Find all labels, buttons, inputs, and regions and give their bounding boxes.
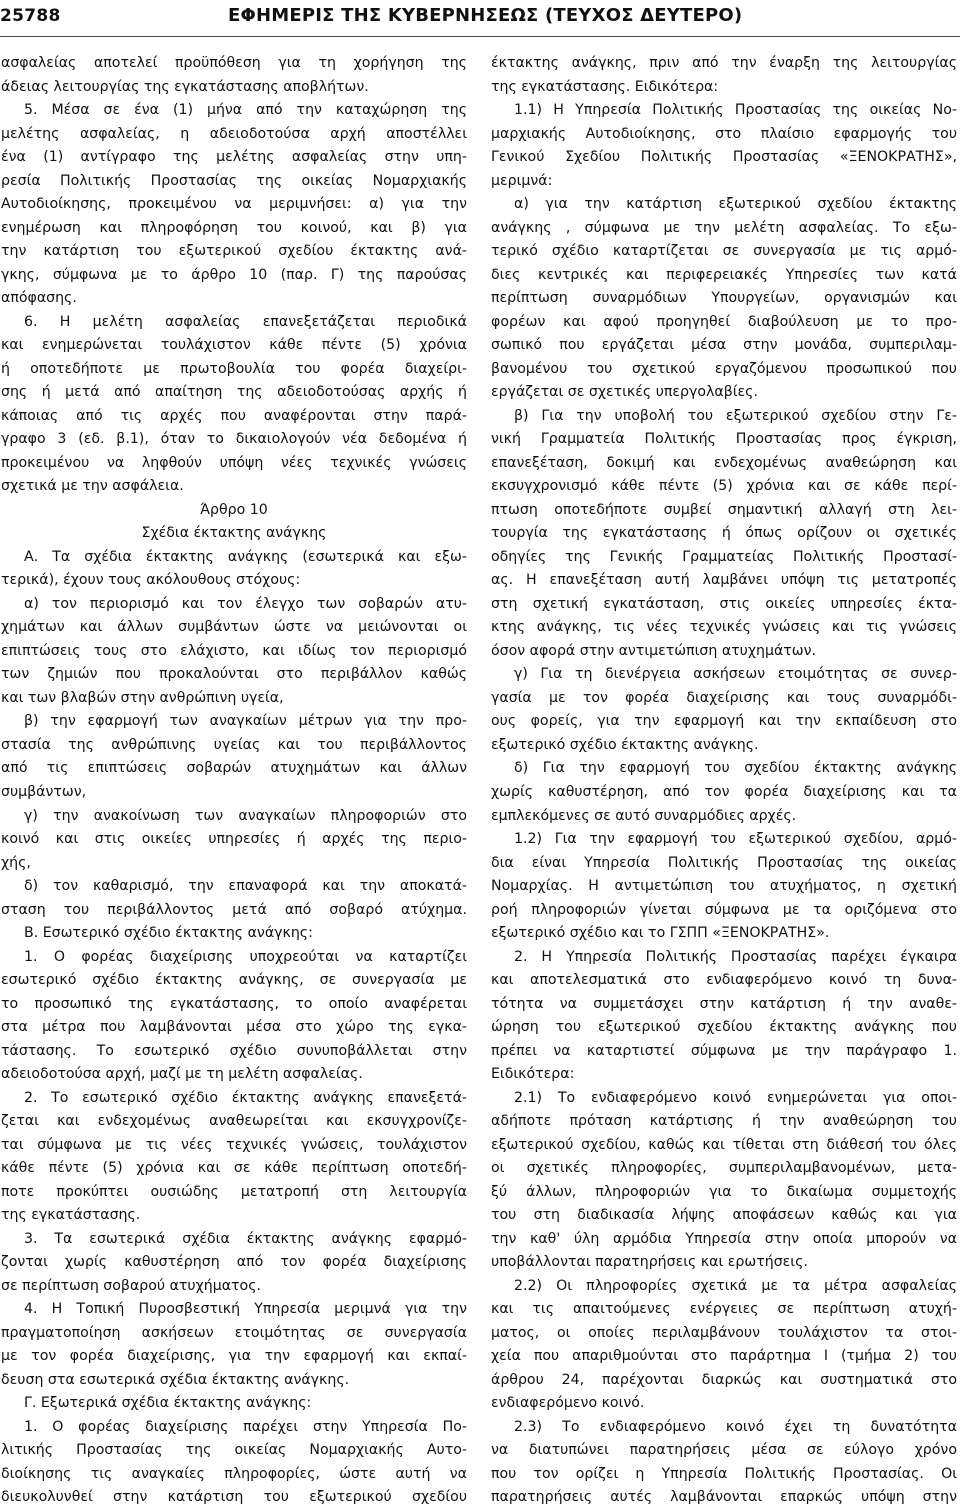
text-line: γραφο 3 (εδ. β.1), όταν το δικαιολογούν νέα δεδομένα ή (1, 431, 467, 448)
text-line: ένα (1) αντίγραφο της μελέτης ασφαλείας στην υπη- (1, 149, 467, 166)
text-line: πρέπει να καταρτιστεί σύμφωνα με την παράγραφο 1. (491, 1042, 957, 1059)
text-line: βανομένου του σχετικού εργαζόμενου προσωπικού που (491, 360, 957, 377)
text-line: 1. Ο φορέας διαχείρισης παρέχει στην Υπηρεσία Πο- (24, 1418, 467, 1435)
text-line: τάστασης. Το εσωτερικό σχέδιο συνυποβάλλεται στην (1, 1042, 467, 1059)
text-line: β) Για την υποβολή του εξωτερικού σχεδίου στην Γε- (514, 407, 957, 424)
text-line: χημάτων και άλλων συμβάντων ώστε να μειώνονται οι (1, 619, 467, 636)
text-line: κάποιας από τις αρχές που αναφέρονται στην παρά- (1, 407, 467, 424)
text-line: ενημέρωση και πληροφόρηση του κοινού, και β) για (1, 219, 467, 236)
text-line: από τις επιπτώσεις σοβαρών ατυχημάτων και άλλων (1, 760, 467, 777)
text-line: γασία με τον φορέα διαχείρισης και τους συναρμόδι- (491, 689, 957, 706)
text-line: Ειδικότερα: (491, 1066, 575, 1083)
text-line: 6. Η μελέτη ασφαλείας επανεξετάζεται περιοδικά (24, 313, 467, 330)
text-line: γ) Για τη διενέργεια ασκήσεων ετοιμότητας σε συνερ- (514, 666, 957, 683)
text-line: διες κεντρικές και περιφερειακές Υπηρεσίες των κατά (491, 266, 957, 283)
text-line: ται σύμφωνα με τις νέες τεχνικές γνώσεις, τουλάχιστον (1, 1136, 467, 1153)
text-line: 2.1) Το ενδιαφερόμενο κοινό ενημερώνεται για οποι- (514, 1089, 957, 1106)
text-line: ζεται και ενδεχομένως αναθεωρείται και εκσυγχρονίζε- (1, 1113, 467, 1130)
text-line: το προσωπικό της εγκατάστασης, το οποίο αναφέρεται (1, 995, 467, 1012)
text-line: νική Γραμματεία Πολιτικής Προστασίας προς έγκριση, (491, 431, 957, 448)
text-line: μεριμνά: (491, 172, 553, 189)
text-line: στασία της ανθρώπινης υγείας και του περιβάλλοντος (1, 736, 467, 753)
text-line: οδηγίες της Γενικής Γραμματείας Πολιτικής Προστασί- (491, 548, 957, 565)
text-line: σωπικό που εργάζεται μέσα στην μονάδα, συμπεριλαμ- (491, 337, 957, 354)
text-line: διευκολυνθεί στην κατάρτιση του εξωτερικού σχεδίου (1, 1489, 467, 1506)
text-line: με τον φορέα διαχείρισης, για την εφαρμογή και εκπαί- (1, 1348, 467, 1365)
text-line: Α. Τα σχέδια έκτακτης ανάγκης (εσωτερικά και εξω- (24, 548, 467, 565)
text-line: εξωτερικό σχέδιο και το ΓΣΠΠ «ΞΕΝΟΚΡΑΤΗΣ». (491, 925, 830, 942)
text-line: συμβάντων, (1, 783, 87, 800)
text-line: 4. Η Τοπική Πυροσβεστική Υπηρεσία μεριμνά για την (24, 1301, 467, 1318)
text-line: ματος, οι οποίες περιλαμβάνουν τουλάχιστον τα στοι- (491, 1324, 957, 1341)
text-line: διοίκησης τις αναγκαίες πληροφορίες, ώστε αυτή να (1, 1465, 467, 1482)
text-line: 2. Το εσωτερικό σχέδιο έκτακτης ανάγκης επανεξετά- (24, 1089, 467, 1106)
page-number: 25788 (0, 6, 61, 26)
text-line: κτης ανάγκης, τις νέες τεχνικές γνώσεις και τις γνώσεις (491, 619, 957, 636)
text-line: του στη διαδικασία λήψης αποφάσεων καθώς και για (491, 1207, 957, 1224)
text-line: εμπλεκόμενες σε αυτό συναρμόδιες αρχές. (491, 807, 797, 824)
text-line: και ενημερώνεται τουλάχιστον κάθε πέντε (5) χρόνια (1, 337, 467, 354)
text-line: Άρθρο 10 (200, 501, 268, 518)
text-line: 5. Μέσα σε ένα (1) μήνα από την καταχώρηση της (24, 102, 467, 119)
text-line: μελέτης ασφαλείας, η αδειοδοτούσα αρχή αποστέλλει (1, 125, 467, 142)
text-line: ποτε προκύπτει ουσιώδης μετατροπή στη λειτουργία (1, 1183, 467, 1200)
text-line: σε περίπτωση σοβαρού ατυχήματος. (1, 1277, 261, 1294)
text-line: πτωση οποτεδήποτε συμβεί σημαντική αλλαγή στη λει- (491, 501, 957, 518)
page-header (0, 0, 960, 37)
text-line: χής, (1, 854, 31, 871)
text-line: της εγκατάστασης. Ειδικότερα: (491, 78, 719, 95)
text-line: ώρηση του εξωτερικού σχεδίου έκτακτης ανάγκης που (491, 1019, 957, 1036)
text-line: ρεσία Πολιτικής Προστασίας της οικείας Νομαρχιακής (1, 172, 467, 189)
text-line: αδήποτε πρόταση κατάρτισης ή την αναθεώρηση του (491, 1113, 957, 1130)
text-line: την καθ' ύλη αρμόδια Υπηρεσία στην οποία μπορούν να (491, 1230, 957, 1247)
text-line: χεία που απαριθμούνται στο παράρτημα Ι (τμήμα 2) του (491, 1348, 957, 1365)
text-line: χωρίς καθυστέρηση, από τον φορέα διαχείρισης και τα (491, 783, 957, 800)
text-line: πραγματοποίηση ασκήσεων ετοιμότητας σε συνεργασία (1, 1324, 467, 1341)
text-line: φορέων και αφού προηγηθεί διαβούλευση με το προ- (491, 313, 957, 330)
text-line: απόφασης. (1, 290, 77, 307)
text-line: την κατάρτιση του εξωτερικού σχεδίου έκτακτης ανά- (1, 243, 467, 260)
text-line: μαρχιακής Αυτοδιοίκησης, στο πλαίσιο εφαρμογής του (491, 125, 957, 142)
text-line: ανάγκης , σύμφωνα με την μελέτη ασφαλείας. Το εξω- (491, 219, 957, 236)
text-line: οι σχετικές πληροφορίες, συμπεριλαμβανομένων, μετα- (491, 1160, 957, 1177)
text-line: στα μέτρα που λαμβάνονται μέσα στο χώρο της εγκα- (1, 1019, 467, 1036)
text-line: επιπτώσεις τους στο ελάχιστο, και ιδίως τον περιορισμό (1, 642, 467, 659)
text-line: έκτακτης ανάγκης, πριν από την έναρξη της λειτουργίας (491, 55, 957, 71)
text-line: που τον ορίζει η Υπηρεσία Πολιτικής Προστασίας. Οι (491, 1465, 957, 1482)
text-line: και των βλαβών στην ανθρώπινη υγεία, (1, 689, 284, 706)
left-text-column (1, 52, 467, 1510)
text-line: ζονται χωρίς καθυστέρηση από τον φορέα διαχείρισης (1, 1254, 467, 1271)
text-line: Γενικού Σχεδίου Πολιτικής Προστασίας «ΞΕΝΟΚΡΑΤΗΣ», (491, 149, 957, 166)
text-line: εξωτερικό σχέδιο έκτακτης ανάγκης. (491, 736, 759, 753)
text-line: ενδιαφερόμενο κοινό. (491, 1395, 645, 1412)
text-line: γ) την ανακοίνωση των αναγκαίων πληροφοριών στο (24, 807, 467, 824)
text-line: Αυτοδιοίκησης, προκειμένου να μεριμνήσει: α) για την (1, 196, 467, 213)
text-line: ή οποτεδήποτε με πρωτοβουλία του φορέα διαχείρι- (1, 360, 467, 377)
right-text-column (491, 52, 957, 1510)
text-line: λιτικής Προστασίας της οικείας Νομαρχιακής Αυτο- (1, 1442, 467, 1459)
text-line: 1.2) Για την εφαρμογή του εξωτερικού σχεδίου, αρμό- (514, 831, 957, 848)
text-line: αδειοδοτούσα αρχή, μαζί με τη μελέτη ασφαλείας. (1, 1066, 363, 1083)
text-line: άδειας λειτουργίας της εγκατάστασης αποβλήτων. (1, 78, 369, 95)
text-line: άρθρου 24, παρέχονται διαρκώς και συστηματικά στο (491, 1371, 957, 1388)
text-line: ξύ άλλων, πληροφοριών για το δικαίωμα συμμετοχής (491, 1183, 957, 1200)
text-line: τερικά), έχουν τους ακόλουθους στόχους: (1, 572, 301, 589)
text-line: εκσυγχρονισμό κάθε πέντε (5) χρόνια και σε κάθε περί- (491, 478, 957, 495)
text-line: 2.2) Οι πληροφορίες σχετικά με τα μέτρα ασφαλείας (514, 1277, 957, 1294)
text-line: προκειμένου να ληφθούν υπόψη νέες τεχνικές γνώσεις (1, 454, 467, 471)
text-line: α) για την κατάρτιση εξωτερικού σχεδίου έκτακτης (514, 196, 957, 213)
text-line: και αποτελεσματικά στο ενδιαφερόμενο κοινό τη δυνα- (491, 972, 957, 989)
text-line: Γ. Εξωτερικά σχέδια έκτακτης ανάγκης: (24, 1395, 312, 1412)
text-line: δ) Για την εφαρμογή του σχεδίου έκτακτης ανάγκης (514, 760, 957, 777)
text-line: κοινό και στις οικείες υπηρεσίες ή αρχές της περιο- (1, 831, 467, 848)
text-line: Β. Εσωτερικό σχέδιο έκτακτης ανάγκης: (24, 925, 313, 942)
text-line: της εγκατάστασης. (1, 1207, 141, 1224)
text-line: υποβάλλονται παρατηρήσεις και ερωτήσεις. (491, 1254, 808, 1271)
text-line: εξωτερικού σχεδίου, καθώς και τίθεται στη διάθεσή του όλες (491, 1136, 957, 1153)
gazette-title: ΕΦΗΜΕΡΙΣ ΤΗΣ ΚΥΒΕΡΝΗΣΕΩΣ (ΤΕΥΧΟΣ ΔΕΥΤΕΡΟ) (228, 5, 743, 26)
text-line: ους φορείς, για την εφαρμογή και την εκπαίδευση στο (491, 713, 957, 730)
text-line: σης ή μετά από απαίτηση της αδειοδοτούσας αρχής ή (1, 384, 467, 401)
text-line: Σχέδια έκτακτης ανάγκης (141, 525, 327, 542)
text-line: περίπτωση συναρμόδιων Υπουργείων, οργανισμών και (491, 290, 957, 307)
text-line: όσον αφορά στην αντιμετώπιση ατυχημάτων. (491, 642, 817, 659)
text-line: τουργία της εγκατάστασης ή όπως ορίζουν οι σχετικές (491, 525, 957, 542)
text-line: 1. Ο φορέας διαχείρισης υποχρεούται να καταρτίζει (24, 948, 467, 965)
text-line: δ) τον καθαρισμό, την επαναφορά και την αποκατά- (24, 878, 467, 895)
text-line: των ζημιών που προκαλούνται στο περιβάλλον καθώς (1, 666, 467, 683)
text-line: στη σχετική εγκατάσταση, στις οικείες υπηρεσίες έκτα- (491, 595, 957, 612)
text-line: σταση του περιβάλλοντος μετά από σοβαρό ατύχημα. (1, 901, 467, 918)
text-line: να διατυπώνει παρατηρήσεις μέσα σε εύλογο χρόνο (491, 1442, 957, 1459)
text-line: παρατηρήσεις αυτές λαμβάνονται επαρκώς υπόψη στην (491, 1489, 957, 1506)
text-line: σχετικά με την ασφάλεια. (1, 478, 184, 495)
text-line: β) την εφαρμογή των αναγκαίων μέτρων για την προ- (24, 713, 467, 730)
text-line: Νομαρχίας. Η αντιμετώπιση του ατυχήματος, η σχετική (491, 878, 957, 895)
text-line: γκης, σύμφωνα με το άρθρο 10 (παρ. Γ) της παρούσας (1, 266, 467, 283)
text-line: α) τον περιορισμό και τον έλεγχο των σοβαρών ατυ- (24, 595, 467, 612)
text-line: δευση στα εσωτερικά σχέδια έκτακτης ανάγκης. (1, 1371, 350, 1388)
text-line: τερικό σχέδιο καταρτίζεται σε συνεργασία με τις αρμό- (491, 243, 957, 260)
text-line: τότητα να συμμετάσχει στην κατάρτιση ή την αναθε- (491, 995, 957, 1012)
text-line: εσωτερικό σχέδιο έκτακτης ανάγκης, σε συνεργασία με (1, 972, 467, 989)
text-line: ας. Η επανεξέταση αυτή λαμβάνει υπόψη τις μετατροπές (491, 572, 957, 589)
text-line: κάθε πέντε (5) χρόνια και σε κάθε περίπτωση οποτεδή- (1, 1160, 467, 1177)
text-line: 3. Τα εσωτερικά σχέδια έκτακτης ανάγκης εφαρμό- (24, 1230, 467, 1247)
text-line: ασφαλείας αποτελεί προϋπόθεση για τη χορήγηση της (1, 55, 467, 71)
text-line: δια είναι Υπηρεσία Πολιτικής Προστασίας της οικείας (491, 854, 957, 871)
text-line: και τις απαιτούμενες ενέργειες σε περίπτωση ατυχή- (491, 1301, 957, 1318)
text-line: 1.1) Η Υπηρεσία Πολιτικής Προστασίας της οικείας Νο- (514, 102, 957, 119)
text-line: εργάζεται σε σχετικές υπεργολαβίες. (491, 384, 758, 401)
text-line: 2. Η Υπηρεσία Πολιτικής Προστασίας παρέχει έγκαιρα (514, 948, 957, 965)
text-line: 2.3) Το ενδιαφερόμενο κοινό έχει τη δυνατότητα (514, 1418, 957, 1435)
text-line: ροή πληροφοριών γίνεται σύμφωνα με τα οριζόμενα στο (491, 901, 957, 918)
text-line: επανεξέταση, δοκιμή και ενδεχομένως αναθεώρηση και (491, 454, 957, 471)
